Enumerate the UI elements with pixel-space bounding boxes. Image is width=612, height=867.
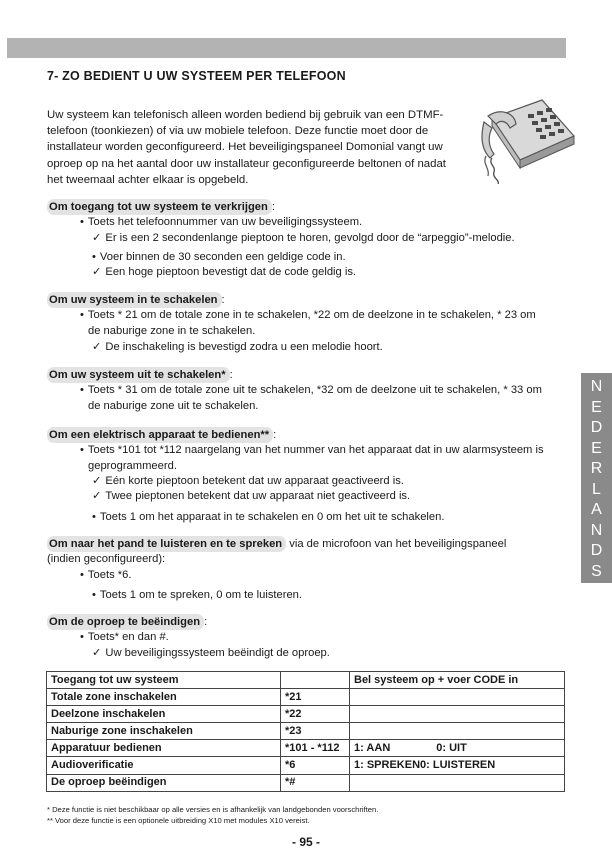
appliance-step-1: • Toets *101 tot *112 naargelang van het nummer van het apparaat dat in uw alarmsysteem is	[80, 443, 544, 458]
disarm-title: Om uw systeem uit te schakelen*	[47, 367, 230, 383]
table-row	[47, 672, 565, 689]
disarm-step-1-cont: de naburige zone uit te schakelen.	[88, 400, 259, 412]
side-letter: A	[591, 501, 602, 518]
appliance-step-1-cont: geprogrammeerd.	[88, 460, 177, 472]
access-title: Om toegang tot uw systeem te verkrijgen	[47, 199, 272, 215]
table-cell-code	[281, 672, 350, 689]
appliance-step-2: • Toets 1 om het apparaat in te schakelen en 0 om het uit te schakelen.	[92, 510, 444, 525]
end-heading: Om de oproep te beëindigen :	[49, 616, 208, 628]
intro-line: installateur worden geconfigureerd. Het beveiligingspaneel Domonial vangt uw	[47, 141, 443, 154]
info-secondary: 0: LUISTEREN	[420, 759, 496, 772]
arm-step-1: • Toets * 21 om de totale zone in te schakelen, *22 om de deelzone in te schakelen, * 23 om	[80, 308, 536, 323]
table-cell-code: *#	[281, 774, 350, 791]
table-cell-action: Deelzone inschakelen	[47, 706, 281, 723]
table-cell-code: *101 - *112	[281, 740, 350, 757]
access-result-1: ✓ Er is een 2 secondenlange pieptoon te horen, gevolgd door de “arpeggio”-melodie.	[92, 231, 515, 246]
table-cell-info	[350, 672, 565, 689]
header-bar	[7, 38, 566, 58]
listen-step-2: • Toets 1 om te spreken, 0 om te luisteren.	[92, 588, 302, 603]
table-cell-code: *22	[281, 706, 350, 723]
arm-step-1-cont: de naburige zone in te schakelen.	[88, 325, 256, 337]
end-result-1: ✓ Uw beveiligingssysteem beëindigt de oproep.	[92, 646, 330, 661]
listen-title-tail: via de microfoon van het beveiligingspaneel	[289, 538, 507, 550]
table-row	[47, 774, 565, 791]
table-cell-action: Toegang tot uw systeem	[47, 672, 281, 689]
table-cell-code: *23	[281, 723, 350, 740]
info-primary: 1: SPREKEN	[354, 759, 421, 772]
intro-line: het tweemaal achter elkaar is opgebeld.	[47, 173, 249, 186]
table-row	[47, 723, 565, 740]
intro-line: oproep op na het aantal door uw installateur geconfigureerde beltonen of nadat	[47, 157, 446, 170]
table-row	[47, 757, 565, 774]
info-primary: Bel systeem op + voer CODE in	[354, 673, 519, 686]
table-cell-info	[350, 757, 565, 774]
summary-table	[46, 671, 565, 792]
side-letter: N	[590, 378, 603, 395]
table-row	[47, 740, 565, 757]
side-letter: S	[591, 562, 602, 580]
listen-step-1: • Toets *6.	[80, 568, 131, 583]
access-heading: Om toegang tot uw systeem te verkrijgen :	[49, 201, 275, 213]
intro-line: telefoon (toonkiezen) of via uw mobiele telefoon. Deze functie moet door de	[47, 125, 429, 138]
info-secondary: 0: UIT	[436, 741, 467, 754]
arm-title: Om uw systeem in te schakelen	[47, 292, 222, 308]
intro-paragraph	[47, 107, 459, 188]
side-letter: L	[592, 480, 601, 498]
side-letter: D	[590, 419, 603, 436]
side-letter: E	[591, 439, 602, 457]
appliance-heading: Om een elektrisch apparaat te bedienen** :	[49, 429, 277, 441]
disarm-step-1: • Toets * 31 om de totale zone uit te schakelen, *32 om de deelzone uit te schakelen, * 33 om	[80, 383, 542, 398]
appliance-result-1: ✓ Eén korte pieptoon betekent dat uw apparaat geactiveerd is.	[92, 474, 404, 489]
table-cell-info	[350, 774, 565, 791]
table-cell-action: Naburige zone inschakelen	[47, 723, 281, 740]
footnote-1: * Deze functie is niet beschikbaar op alle versies en is afhankelijk van landgebonden voorschriften.	[47, 805, 379, 814]
table-cell-info	[350, 723, 565, 740]
end-title: Om de oproep te beëindigen	[47, 614, 204, 630]
table-cell-info	[350, 706, 565, 723]
language-side-tab	[581, 373, 612, 583]
telephone-icon	[470, 98, 576, 184]
footnote-2: ** Voor deze functie is een optionele uitbreiding X10 met modules X10 vereist.	[47, 816, 310, 825]
table-cell-action: De oproep beëindigen	[47, 774, 281, 791]
arm-result-1: ✓ De inschakeling is bevestigd zodra u een melodie hoort.	[92, 340, 383, 355]
table-cell-code: *6	[281, 757, 350, 774]
table-row	[47, 706, 565, 723]
table-cell-action: Totale zone inschakelen	[47, 689, 281, 706]
listen-heading	[47, 536, 506, 552]
side-letter: E	[591, 398, 602, 416]
appliance-title: Om een elektrisch apparaat te bedienen**	[47, 427, 273, 443]
table-cell-action: Audioverificatie	[47, 757, 281, 774]
intro-line: Uw systeem kan telefonisch alleen worden bediend bij gebruik van een DTMF-	[47, 109, 444, 121]
side-letter: R	[590, 460, 603, 477]
table-cell-info	[350, 740, 565, 757]
end-step-1: • Toets* en dan #.	[80, 630, 169, 645]
table-cell-info	[350, 689, 565, 706]
access-step-2: • Voer binnen de 30 seconden een geldige code in.	[92, 250, 346, 265]
arm-heading: Om uw systeem in te schakelen :	[49, 294, 225, 306]
appliance-result-2: ✓ Twee pieptonen betekent dat uw apparaat niet geactiveerd is.	[92, 489, 410, 504]
access-result-2: ✓ Een hoge pieptoon bevestigt dat de code geldig is.	[92, 265, 356, 280]
side-letter: N	[590, 521, 603, 539]
section-heading: 7- ZO BEDIENT U UW SYSTEEM PER TELEFOON	[47, 69, 346, 83]
access-step-1: • Toets het telefoonnummer van uw beveiligingssysteem.	[80, 215, 362, 230]
table-cell-action: Apparatuur bedienen	[47, 740, 281, 757]
table-row	[47, 689, 565, 706]
page-number: - 95 -	[291, 835, 320, 849]
listen-condition: (indien geconfigureerd):	[47, 553, 166, 565]
side-letter: D	[590, 542, 603, 559]
info-primary: 1: AAN	[354, 741, 391, 754]
disarm-heading: Om uw systeem uit te schakelen* :	[49, 369, 233, 381]
listen-title: Om naar het pand te luisteren en te spreken	[47, 536, 286, 552]
table-cell-code: *21	[281, 689, 350, 706]
